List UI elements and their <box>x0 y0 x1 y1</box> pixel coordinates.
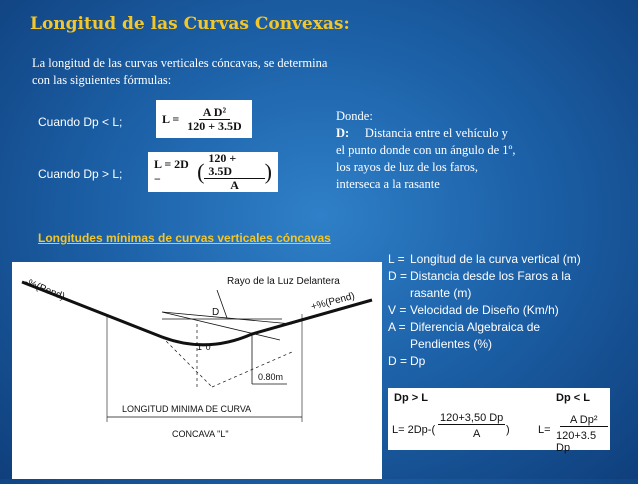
formula-1-numerator: A D² <box>199 106 230 120</box>
legend-key: L = <box>388 252 405 266</box>
angle-label: 1°0' <box>197 342 213 352</box>
variables-legend <box>388 251 628 370</box>
legend-row <box>388 302 628 319</box>
summary-f1-denominator: A <box>473 428 481 440</box>
legend-value: Diferencia Algebraica de <box>410 320 541 334</box>
legend-key <box>388 336 410 353</box>
formula-1-denominator: 120 + 3.5D <box>187 118 242 133</box>
light-ray-lower <box>162 312 280 340</box>
condition-dp-greater-l: Cuando Dp > L; <box>38 167 123 181</box>
summary-f1-numerator: 120+3,50 Dp <box>440 412 504 424</box>
legend-value: rasante (m) <box>410 286 472 300</box>
subtitle: Longitudes mínimas de curvas verticales cóncavas <box>38 231 331 245</box>
intro-text: La longitud de las curvas verticales cóncavas, se determina con las siguientes fórmulas: <box>32 56 328 87</box>
legend-key: D = <box>388 269 408 283</box>
summary-f2-numerator: A Dp² <box>560 414 608 427</box>
curve-label: CONCAVA "L" <box>172 429 229 439</box>
donde-text-1: Distancia entre el vehículo y <box>364 126 508 140</box>
summary-f2-lhs: L= <box>538 424 551 436</box>
donde-definition <box>336 108 576 193</box>
condition-dp-less-l: Cuando Dp < L; <box>38 115 123 129</box>
height-label: 0.80m <box>258 372 284 382</box>
donde-heading: Donde: <box>336 109 373 123</box>
legend-row <box>388 268 628 285</box>
donde-key: D: <box>336 126 350 140</box>
legend-key: A = <box>388 320 406 334</box>
formula-2-lhs: L = 2D − <box>154 157 189 186</box>
length-label: LONGITUD MINIMA DE CURVA <box>122 404 252 414</box>
formula-2-denominator: A <box>230 178 239 192</box>
formula-1-lhs: L = <box>162 111 180 126</box>
concave-curve-diagram <box>12 262 382 479</box>
road-curve <box>22 282 372 345</box>
summary-case-1: Dp > L <box>394 392 428 404</box>
right-grade-label: +%(Pend) <box>309 290 357 313</box>
left-grade-label: -%(Pend) <box>22 276 67 303</box>
donde-text-4: interseca a la rasante <box>336 177 440 191</box>
donde-text-2: el punto donde con un ángulo de 1º, <box>336 143 516 157</box>
legend-row <box>388 285 628 302</box>
legend-row <box>388 336 628 353</box>
summary-f1-close: ) <box>506 424 510 436</box>
legend-key <box>388 285 410 302</box>
summary-case-2: Dp < L <box>556 392 590 404</box>
donde-text-3: los rayos de luz de los faros, <box>336 160 478 174</box>
legend-value: Distancia desde los Faros a la <box>410 269 571 283</box>
summary-f2-denominator: 120+3.5 Dp <box>556 430 597 454</box>
legend-value: Velocidad de Diseño (Km/h) <box>410 303 559 317</box>
legend-value: Pendientes (%) <box>410 337 493 351</box>
diagram-svg <box>12 262 382 479</box>
summary-formulas <box>388 388 610 454</box>
legend-key: D = <box>388 354 408 368</box>
d-label: D <box>212 307 220 318</box>
summary-f1-lhs: L= 2Dp-( <box>392 424 436 436</box>
slide-title: Longitud de las Curvas Convexas: <box>30 14 350 34</box>
legend-value: Longitud de la curva vertical (m) <box>410 252 581 266</box>
legend-row <box>388 251 628 268</box>
legend-value: Dp <box>410 354 426 368</box>
legend-row <box>388 353 628 370</box>
formula-2-numerator: 120 + 3.5D <box>204 152 264 179</box>
formula-2: L = 2D − ( $\frac{120 + 3.5D}{A}$ ) <box>148 152 278 192</box>
legend-row <box>388 319 628 336</box>
legend-key: V = <box>388 303 407 317</box>
formula-1 <box>156 100 252 138</box>
ray-label: Rayo de la Luz Delantera <box>227 276 340 287</box>
